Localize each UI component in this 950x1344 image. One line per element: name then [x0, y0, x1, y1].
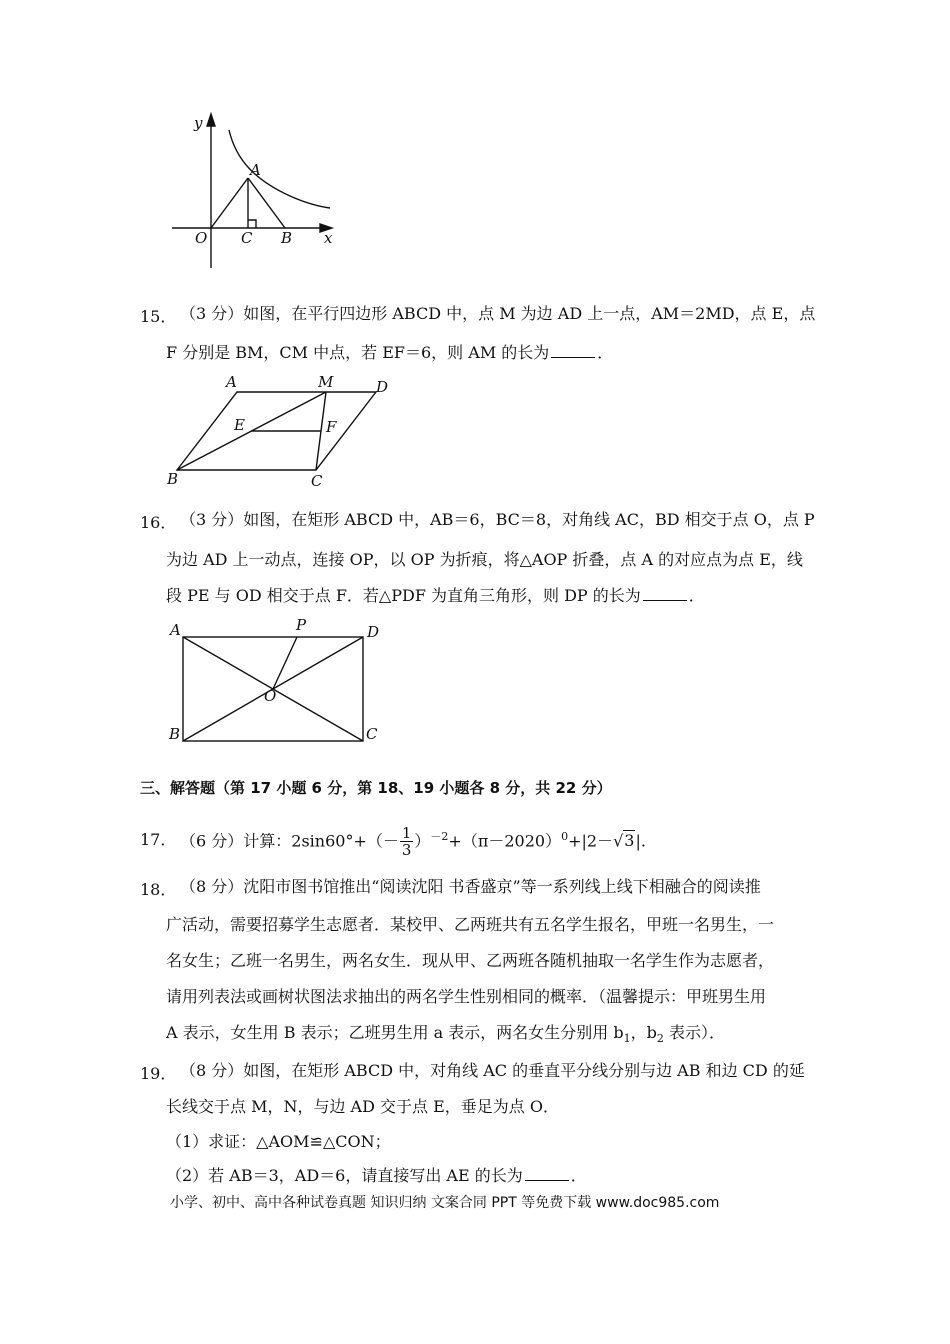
q16-line3 [166, 586, 705, 606]
label-a: A [250, 161, 261, 179]
q19-part2-end: ． [570, 1166, 587, 1185]
q16-line1: （3 分）如图，在矩形 ABCD 中，AB＝6，BC＝8，对角线 AC，BD 相交于点 O，点 P [180, 510, 815, 529]
right-angle-mark [248, 220, 256, 228]
label-d: D [367, 623, 380, 641]
label-c: C [241, 229, 253, 247]
label-c: C [366, 725, 378, 743]
label-o: O [264, 687, 277, 705]
q15-line2-end: ． [597, 343, 614, 362]
q17-number: 17． [140, 830, 177, 849]
q17-mid2: +（π－2020） [448, 831, 562, 851]
label-b: B [281, 229, 293, 247]
q16-number: 16． [140, 513, 177, 532]
segment-op [273, 637, 297, 689]
q17-exp1: －2 [430, 830, 449, 843]
q18-sub1: 1 [623, 1032, 631, 1046]
q18-line5-b: ，b [630, 1023, 657, 1042]
q15-answer-blank [551, 343, 595, 358]
figure-q16-rectangle [0, 615, 950, 745]
label-a: A [170, 621, 181, 639]
q18-line3: 名女生；乙班一名男生，两名女生．现从甲、乙两班各随机抽取一名学生作为志愿者， [166, 951, 775, 970]
q19-number: 19． [140, 1064, 177, 1083]
q17-prefix: （6 分）计算：2sin60°+（－ [180, 831, 399, 851]
q17-frac-den: 3 [401, 841, 412, 860]
segment-oa [211, 178, 248, 228]
figure-q14-coordinate-graph [0, 0, 950, 300]
q19-line1: （8 分）如图，在矩形 ABCD 中，对角线 AC 的垂直平分线分别与边 AB 和边 CD 的延 [180, 1061, 805, 1080]
q18-number: 18． [140, 880, 177, 899]
q19-part2 [166, 1166, 587, 1186]
q15-line2 [166, 343, 613, 363]
q17-sqrt-value: 3 [624, 831, 635, 851]
label-c: C [311, 472, 323, 490]
label-b: B [167, 470, 179, 488]
section3-title: 三、解答题（第 17 小题 6 分，第 18、19 小题各 8 分，共 22 分） [140, 779, 612, 797]
hyperbola-curve [229, 130, 330, 208]
q17-mid3: +|2－ [568, 831, 614, 851]
q17-expression [180, 818, 646, 860]
q16-line2: 为边 AD 上一动点，连接 OP，以 OP 为折痕，将△AOP 折叠，点 A 的对应点为点 E，线 [166, 550, 803, 569]
label-f: F [326, 418, 337, 436]
q15-number: 15． [140, 307, 177, 326]
figure-q15-parallelogram [0, 370, 950, 490]
q17-sqrt-sign: √ [613, 831, 624, 851]
label-o: O [195, 229, 208, 247]
q17-fraction [400, 825, 414, 858]
q18-line2: 广活动，需要招募学生志愿者．某校甲、乙两班共有五名学生报名，甲班一名男生，一 [166, 915, 775, 934]
q17-mid: ） [414, 831, 431, 851]
label-b: B [169, 725, 181, 743]
label-x: x [324, 229, 333, 247]
q15-line2-text: F 分别是 BM，CM 中点，若 EF＝6，则 AM 的长为 [166, 343, 550, 362]
q18-line5 [166, 1023, 725, 1049]
label-p: P [296, 616, 307, 634]
page-footer: 小学、初中、高中各种试卷真题 知识归纳 文案合同 PPT 等免费下载 www.doc985.com [170, 1195, 720, 1211]
q18-line5-c: 表示）． [663, 1023, 725, 1042]
y-axis-arrow [207, 114, 215, 126]
q16-answer-blank [643, 586, 687, 601]
q19-part1: （1）求证：△AOM≌△CON； [166, 1132, 391, 1151]
q17-exp2: 0 [561, 830, 569, 843]
q19-line2: 长线交于点 M，N，与边 AD 交于点 E，垂足为点 O． [166, 1097, 559, 1116]
label-d: D [376, 378, 389, 396]
q19-answer-blank [525, 1166, 569, 1181]
q15-line1: （3 分）如图，在平行四边形 ABCD 中，点 M 为边 AD 上一点，AM＝2MD，点 E，点 [180, 304, 816, 323]
label-a: A [226, 373, 237, 391]
q18-line5-a: A 表示，女生用 B 表示；乙班男生用 a 表示，两名女生分别用 b [166, 1023, 624, 1042]
q19-part2-text: （2）若 AB＝3，AD＝6，请直接写出 AE 的长为 [166, 1166, 523, 1185]
q18-line4: 请用列表法或画树状图法求抽出的两名学生性别相同的概率．（温馨提示：甲班男生用 [166, 987, 767, 1006]
label-e: E [234, 416, 245, 434]
q16-line3-text: 段 PE 与 OD 相交于点 F．若△PDF 为直角三角形，则 DP 的长为 [166, 586, 641, 605]
q17-frac-num: 1 [401, 824, 412, 843]
q18-line1: （8 分）沈阳市图书馆推出“阅读沈阳 书香盛京”等一系列线上线下相融合的阅读推 [180, 877, 761, 896]
q16-line3-end: ． [688, 586, 705, 605]
q17-suffix: |. [635, 831, 646, 851]
label-y: y [194, 114, 203, 132]
label-m: M [318, 373, 334, 391]
q18-sub2: 2 [656, 1032, 664, 1046]
